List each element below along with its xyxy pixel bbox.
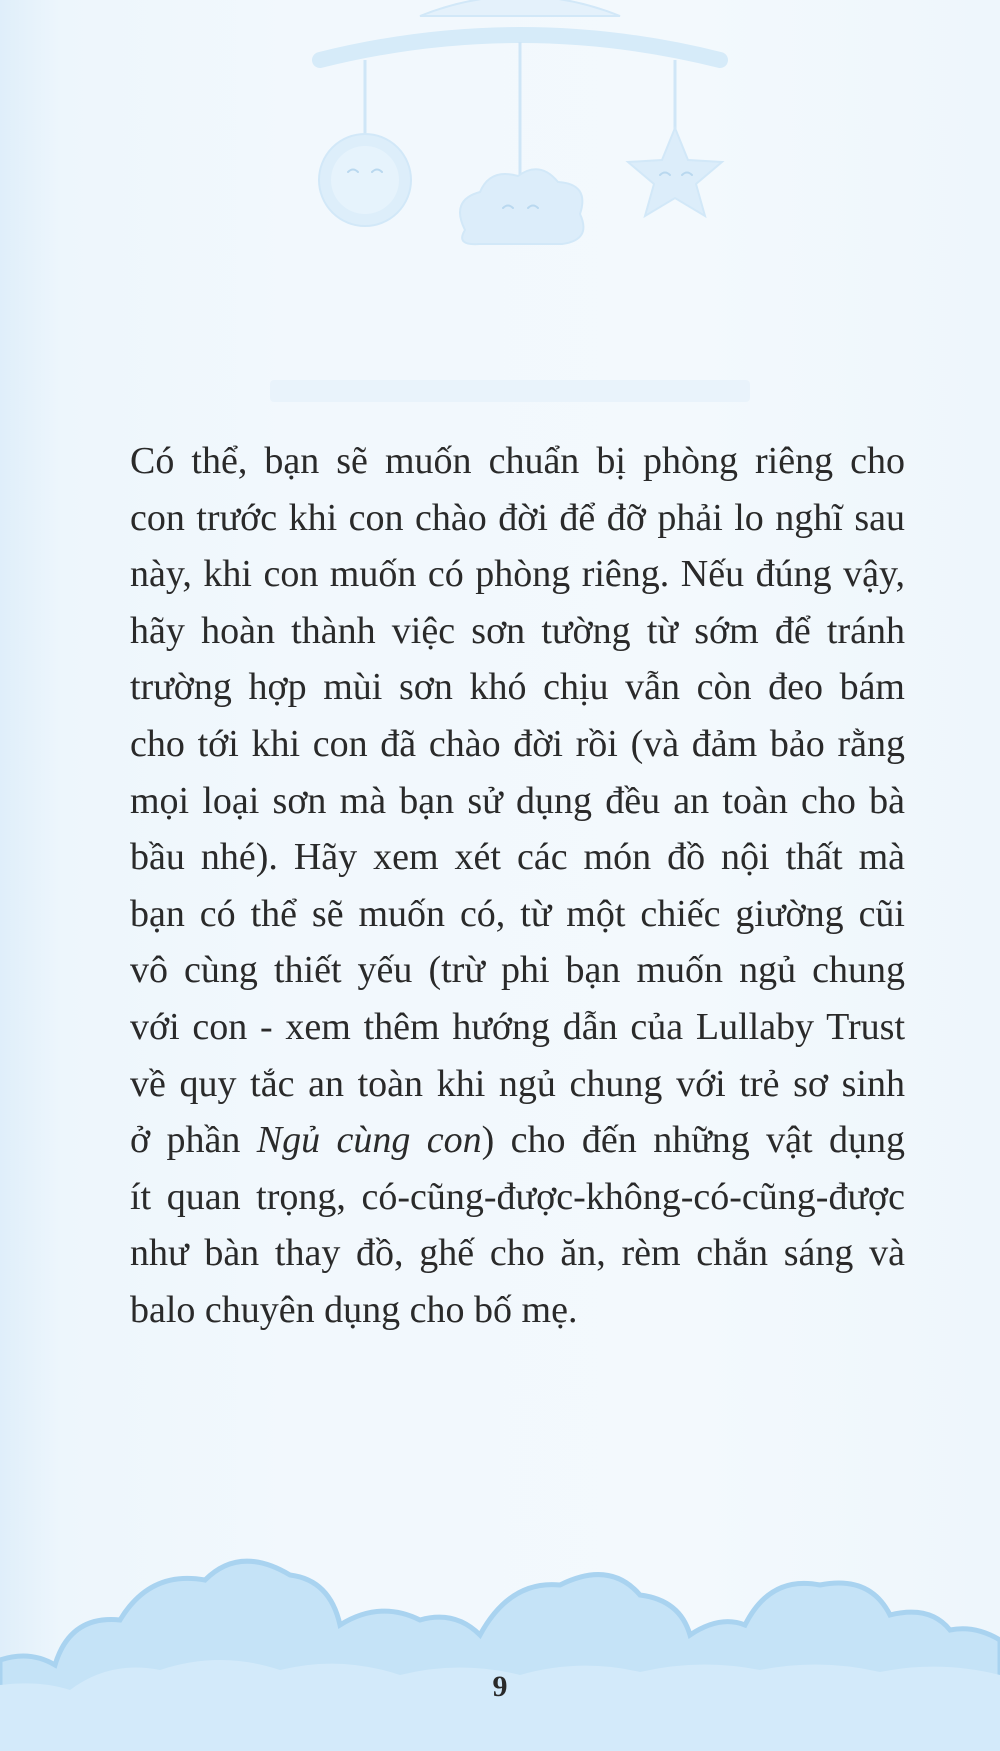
cloud-border-icon [0, 1540, 1000, 1751]
text-line: hãy hoàn thành việc sơn tường từ sớm để tránh [130, 609, 905, 652]
text-line: cho tới khi con đã chào đời rồi (và đảm bảo rằng [130, 722, 905, 765]
text-fragment: ở phần [130, 1119, 257, 1162]
text-line: mọi loại sơn mà bạn sử dụng đều an toàn cho bà [130, 779, 905, 822]
text-line-with-italic [130, 1112, 905, 1169]
text-fragment: ) cho đến những vật dụng [481, 1119, 906, 1162]
baby-mobile-icon [300, 0, 740, 280]
text-line: con trước khi con chào đời để đỡ phải lo nghĩ sau [130, 496, 905, 539]
text-line: trường hợp mùi sơn khó chịu vẫn còn đeo bám [130, 666, 905, 709]
body-paragraph [130, 433, 905, 1339]
page-number: 9 [492, 1670, 508, 1703]
text-line-last: balo chuyên dụng cho bố mẹ. [130, 1288, 578, 1331]
text-line: Có thể, bạn sẽ muốn chuẩn bị phòng riêng cho [130, 440, 905, 482]
text-line: bầu nhé). Hãy xem xét các món đồ nội thất mà [130, 836, 905, 879]
text-line: bạn có thể sẽ muốn có, từ một chiếc giường cũi [130, 892, 905, 935]
text-line: vô cùng thiết yếu (trừ phi bạn muốn ngủ chung [130, 949, 905, 992]
text-line: ít quan trọng, có-cũng-được-không-có-cũng-được [130, 1175, 905, 1218]
text-line: với con - xem thêm hướng dẫn của Lullaby Trust [130, 1005, 905, 1048]
ghost-heading-decoration [270, 360, 750, 420]
text-line: này, khi con muốn có phòng riêng. Nếu đúng vậy, [130, 553, 905, 596]
text-line: như bàn thay đồ, ghế cho ăn, rèm chắn sáng và [130, 1232, 905, 1275]
italic-section-reference: Ngủ cùng con [256, 1119, 482, 1162]
text-line: về quy tắc an toàn khi ngủ chung với trẻ sơ sinh [130, 1062, 905, 1105]
